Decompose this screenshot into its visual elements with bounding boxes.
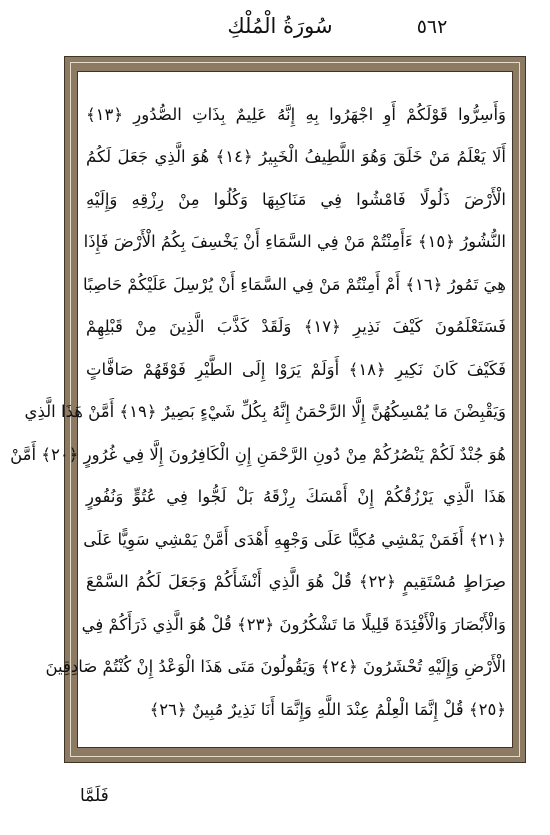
decorative-page-frame xyxy=(10,56,526,763)
text-line-8: وَيَقْبِضْنَ مَا يُمْسِكُهُنَّ إِلَّا الرَّحْمَنُ إِنَّهُ بِكُلِّ شَيْءٍ بَصِيرٌ ﴿١٩﴾ أَمَّنْ هَذَا الَّذِي xyxy=(24,402,506,421)
text-line-13: وَالْأَبْصَارَ وَالْأَفْئِدَةَ قَلِيلًا مَا تَشْكُرُونَ ﴿٢٣﴾ قُلْ هُوَ الَّذِي ذَرَأَكُمْ فِي xyxy=(81,615,506,634)
text-line-10: هَذَا الَّذِي يَرْزُقُكُمْ إِنْ أَمْسَكَ رِزْقَهُ بَلْ لَجُّوا فِي عُتُوٍّ وَنُفُورٍ xyxy=(86,487,506,506)
text-line-3: الْأَرْضَ ذَلُولًا فَامْشُوا فِي مَنَاكِبِهَا وَكُلُوا مِنْ رِزْقِهِ وَإِلَيْهِ xyxy=(86,190,506,209)
page-number: ٥٦٢ xyxy=(416,16,448,38)
text-line-4: النُّشُورُ ﴿١٥﴾ ءَأَمِنْتُمْ مَنْ فِي السَّمَاءِ أَنْ يَخْسِفَ بِكُمُ الْأَرْضَ فَإِذَا xyxy=(83,232,506,251)
surah-title: سُورَةُ الْمُلْكِ xyxy=(227,14,333,38)
text-line-5: هِيَ تَمُورُ ﴿١٦﴾ أَمْ أَمِنْتُمْ مَنْ فِي السَّمَاءِ أَنْ يُرْسِلَ عَلَيْكُمْ حَاصِبًا xyxy=(82,275,506,294)
text-line-15: ﴿٢٥﴾ قُلْ إِنَّمَا الْعِلْمُ عِنْدَ اللَّهِ وَإِنَّمَا أَنَا نَذِيرٌ مُبِينٌ ﴿٢٦﴾ xyxy=(149,700,506,719)
text-line-14: الْأَرْضِ وَإِلَيْهِ تُحْشَرُونَ ﴿٢٤﴾ وَيَقُولُونَ مَتَى هَذَا الْوَعْدُ إِنْ كُنْتُمْ صَادِقِينَ xyxy=(45,657,506,676)
catchword: فَلَمَّا xyxy=(80,786,109,806)
text-line-1: وَأَسِرُّوا قَوْلَكُمْ أَوِ اجْهَرُوا بِهِ إِنَّهُ عَلِيمٌ بِذَاتِ الصُّدُورِ ﴿١٣﴾ xyxy=(86,105,506,124)
quran-text-panel xyxy=(10,71,513,748)
text-line-12: صِرَاطٍ مُسْتَقِيمٍ ﴿٢٢﴾ قُلْ هُوَ الَّذِي أَنْشَأَكُمْ وَجَعَلَ لَكُمُ السَّمْعَ xyxy=(86,572,506,591)
text-line-2: أَلَا يَعْلَمُ مَنْ خَلَقَ وَهُوَ اللَّطِيفُ الْخَبِيرُ ﴿١٤﴾ هُوَ الَّذِي جَعَلَ لَكُمُ xyxy=(86,147,506,166)
text-line-7: فَكَيْفَ كَانَ نَكِيرِ ﴿١٨﴾ أَوَلَمْ يَرَوْا إِلَى الطَّيْرِ فَوْقَهُمْ صَافَّاتٍ xyxy=(86,360,506,379)
text-line-11: ﴿٢١﴾ أَفَمَنْ يَمْشِي مُكِبًّا عَلَى وَجْهِهِ أَهْدَى أَمَّنْ يَمْشِي سَوِيًّا عَلَى xyxy=(83,530,506,549)
text-line-6: فَسَتَعْلَمُونَ كَيْفَ نَذِيرِ ﴿١٧﴾ وَلَقَدْ كَذَّبَ الَّذِينَ مِنْ قَبْلِهِمْ xyxy=(86,317,506,336)
text-line-9: هُوَ جُنْدٌ لَكُمْ يَنْصُرُكُمْ مِنْ دُونِ الرَّحْمَنِ إِنِ الْكَافِرُونَ إِلَّا فِي غُرُورٍ ﴿٢٠﴾ أَمَّنْ xyxy=(10,445,506,464)
page-header xyxy=(0,0,550,56)
